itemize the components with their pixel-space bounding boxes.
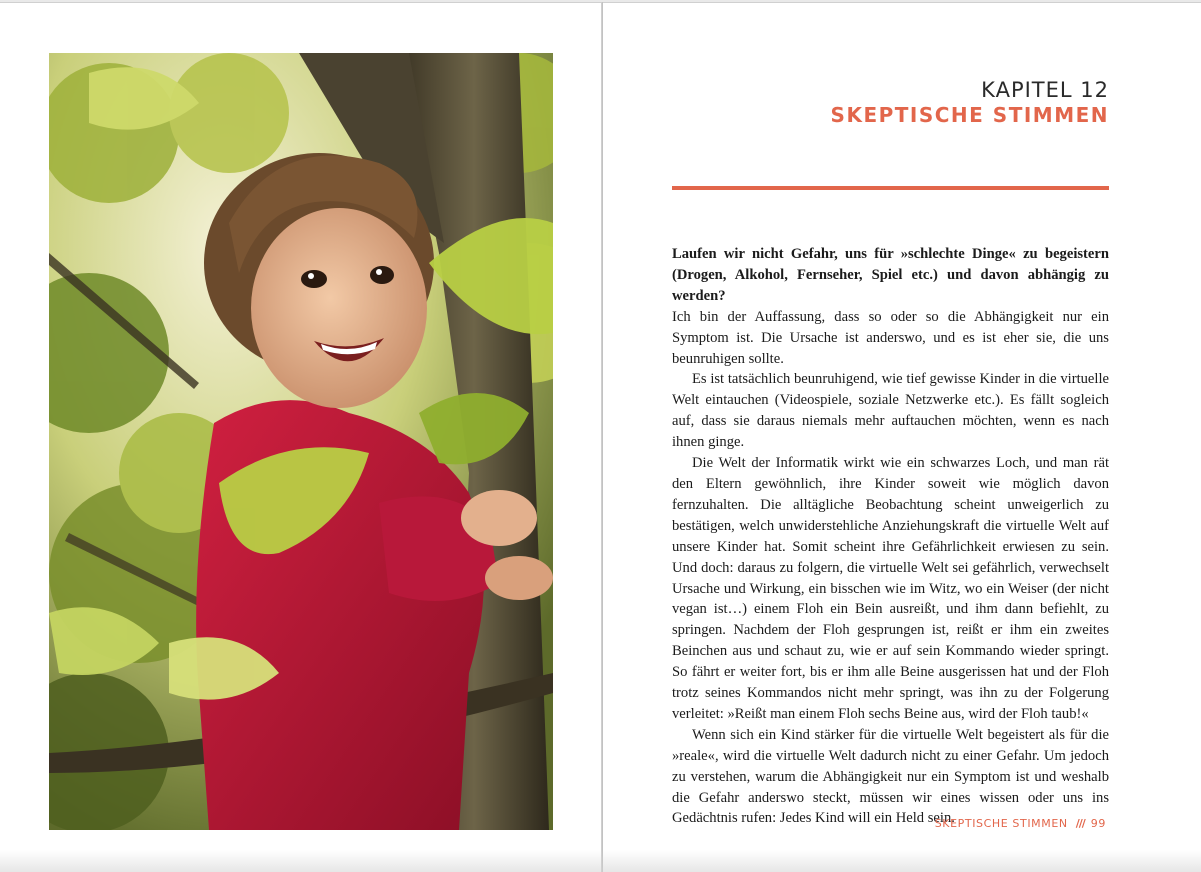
chapter-label: KAPITEL 12 <box>981 78 1109 102</box>
right-page <box>603 2 1201 872</box>
paragraph-4: Wenn sich ein Kind stärker für die virtuelle Welt begeistert als für die »reale«, wird die virtuelle Welt dadurch nicht zu einer Gefahr. Um jedoch zu verstehen, warum die Abhängigkeit nur ein Symptom ist und weshalb die Gefahr anderswo steckt, müssen wir eines wissen oder uns ins Gedächtnis rufen: Jedes Kind will ein Held sein. <box>672 726 1109 827</box>
page-number: 99 <box>1090 817 1106 830</box>
left-page <box>0 2 602 872</box>
chapter-rule <box>672 186 1109 190</box>
body-text <box>672 244 1109 829</box>
chapter-title: SKEPTISCHE STIMMEN <box>830 103 1109 127</box>
footer-separator: /// <box>1075 817 1085 830</box>
paragraph-1: Ich bin der Auffassung, dass so oder so die Abhängigkeit nur ein Symptom ist. Die Ursache ist anderswo, und es ist eher sie, die uns beunruhigen sollte. <box>672 308 1109 367</box>
photo-child-in-tree <box>49 53 553 830</box>
paragraph-2: Es ist tatsächlich beunruhigend, wie tief gewisse Kinder in die virtuelle Welt eintauchen (Videospiele, soziale Netzwerke etc.). Es fällt sogleich auf, dass sie daraus niemals mehr auftauchen möchten, wenn es nach ihnen ginge. <box>672 371 1109 451</box>
running-footer <box>935 817 1106 830</box>
question-paragraph: Laufen wir nicht Gefahr, uns für »schlechte Dinge« zu begeistern (Drogen, Alkohol, Fernseher, Spiel etc.) und davon abhängig zu werden? <box>672 246 1109 304</box>
paragraph-3: Die Welt der Informatik wirkt wie ein schwarzes Loch, und man rät den Eltern gewöhnlich, ihre Kinder soweit wie möglich davon fernzuhalten. Die alltägliche Beobachtung scheint unweigerlich zu bestätigen, welch unwiderstehliche Anziehungskraft die virtuelle Welt auf unsere Kinder hat. Somit scheint ihre Gefährlichkeit erwiesen zu sein. Und doch: daraus zu folgern, die virtuelle Welt sei gefährlich, verwechselt Ursache und Wirkung, ein bisschen wie im Witz, wo ein Weiser (der nicht vegan ist…) einem Floh ein Bein ausreißt, und ihm dann befiehlt, zu springen. Nachdem der Floh gesprungen ist, reißt er ihm ein zweites Beinchen aus und schaut zu, wie er auf sein Kommando wieder springt. So fährt er weiter fort, bis er ihm alle Beine ausgerissen hat und der Floh trotz seines Kommandos nicht mehr springt, was ihn zu der Folgerung verleitet: »Reißt man einem Floh sechs Beine aus, wird der Floh taub!« <box>672 455 1109 722</box>
page-bottom-shadow <box>0 850 1201 872</box>
footer-running-title: SKEPTISCHE STIMMEN <box>934 817 1068 830</box>
